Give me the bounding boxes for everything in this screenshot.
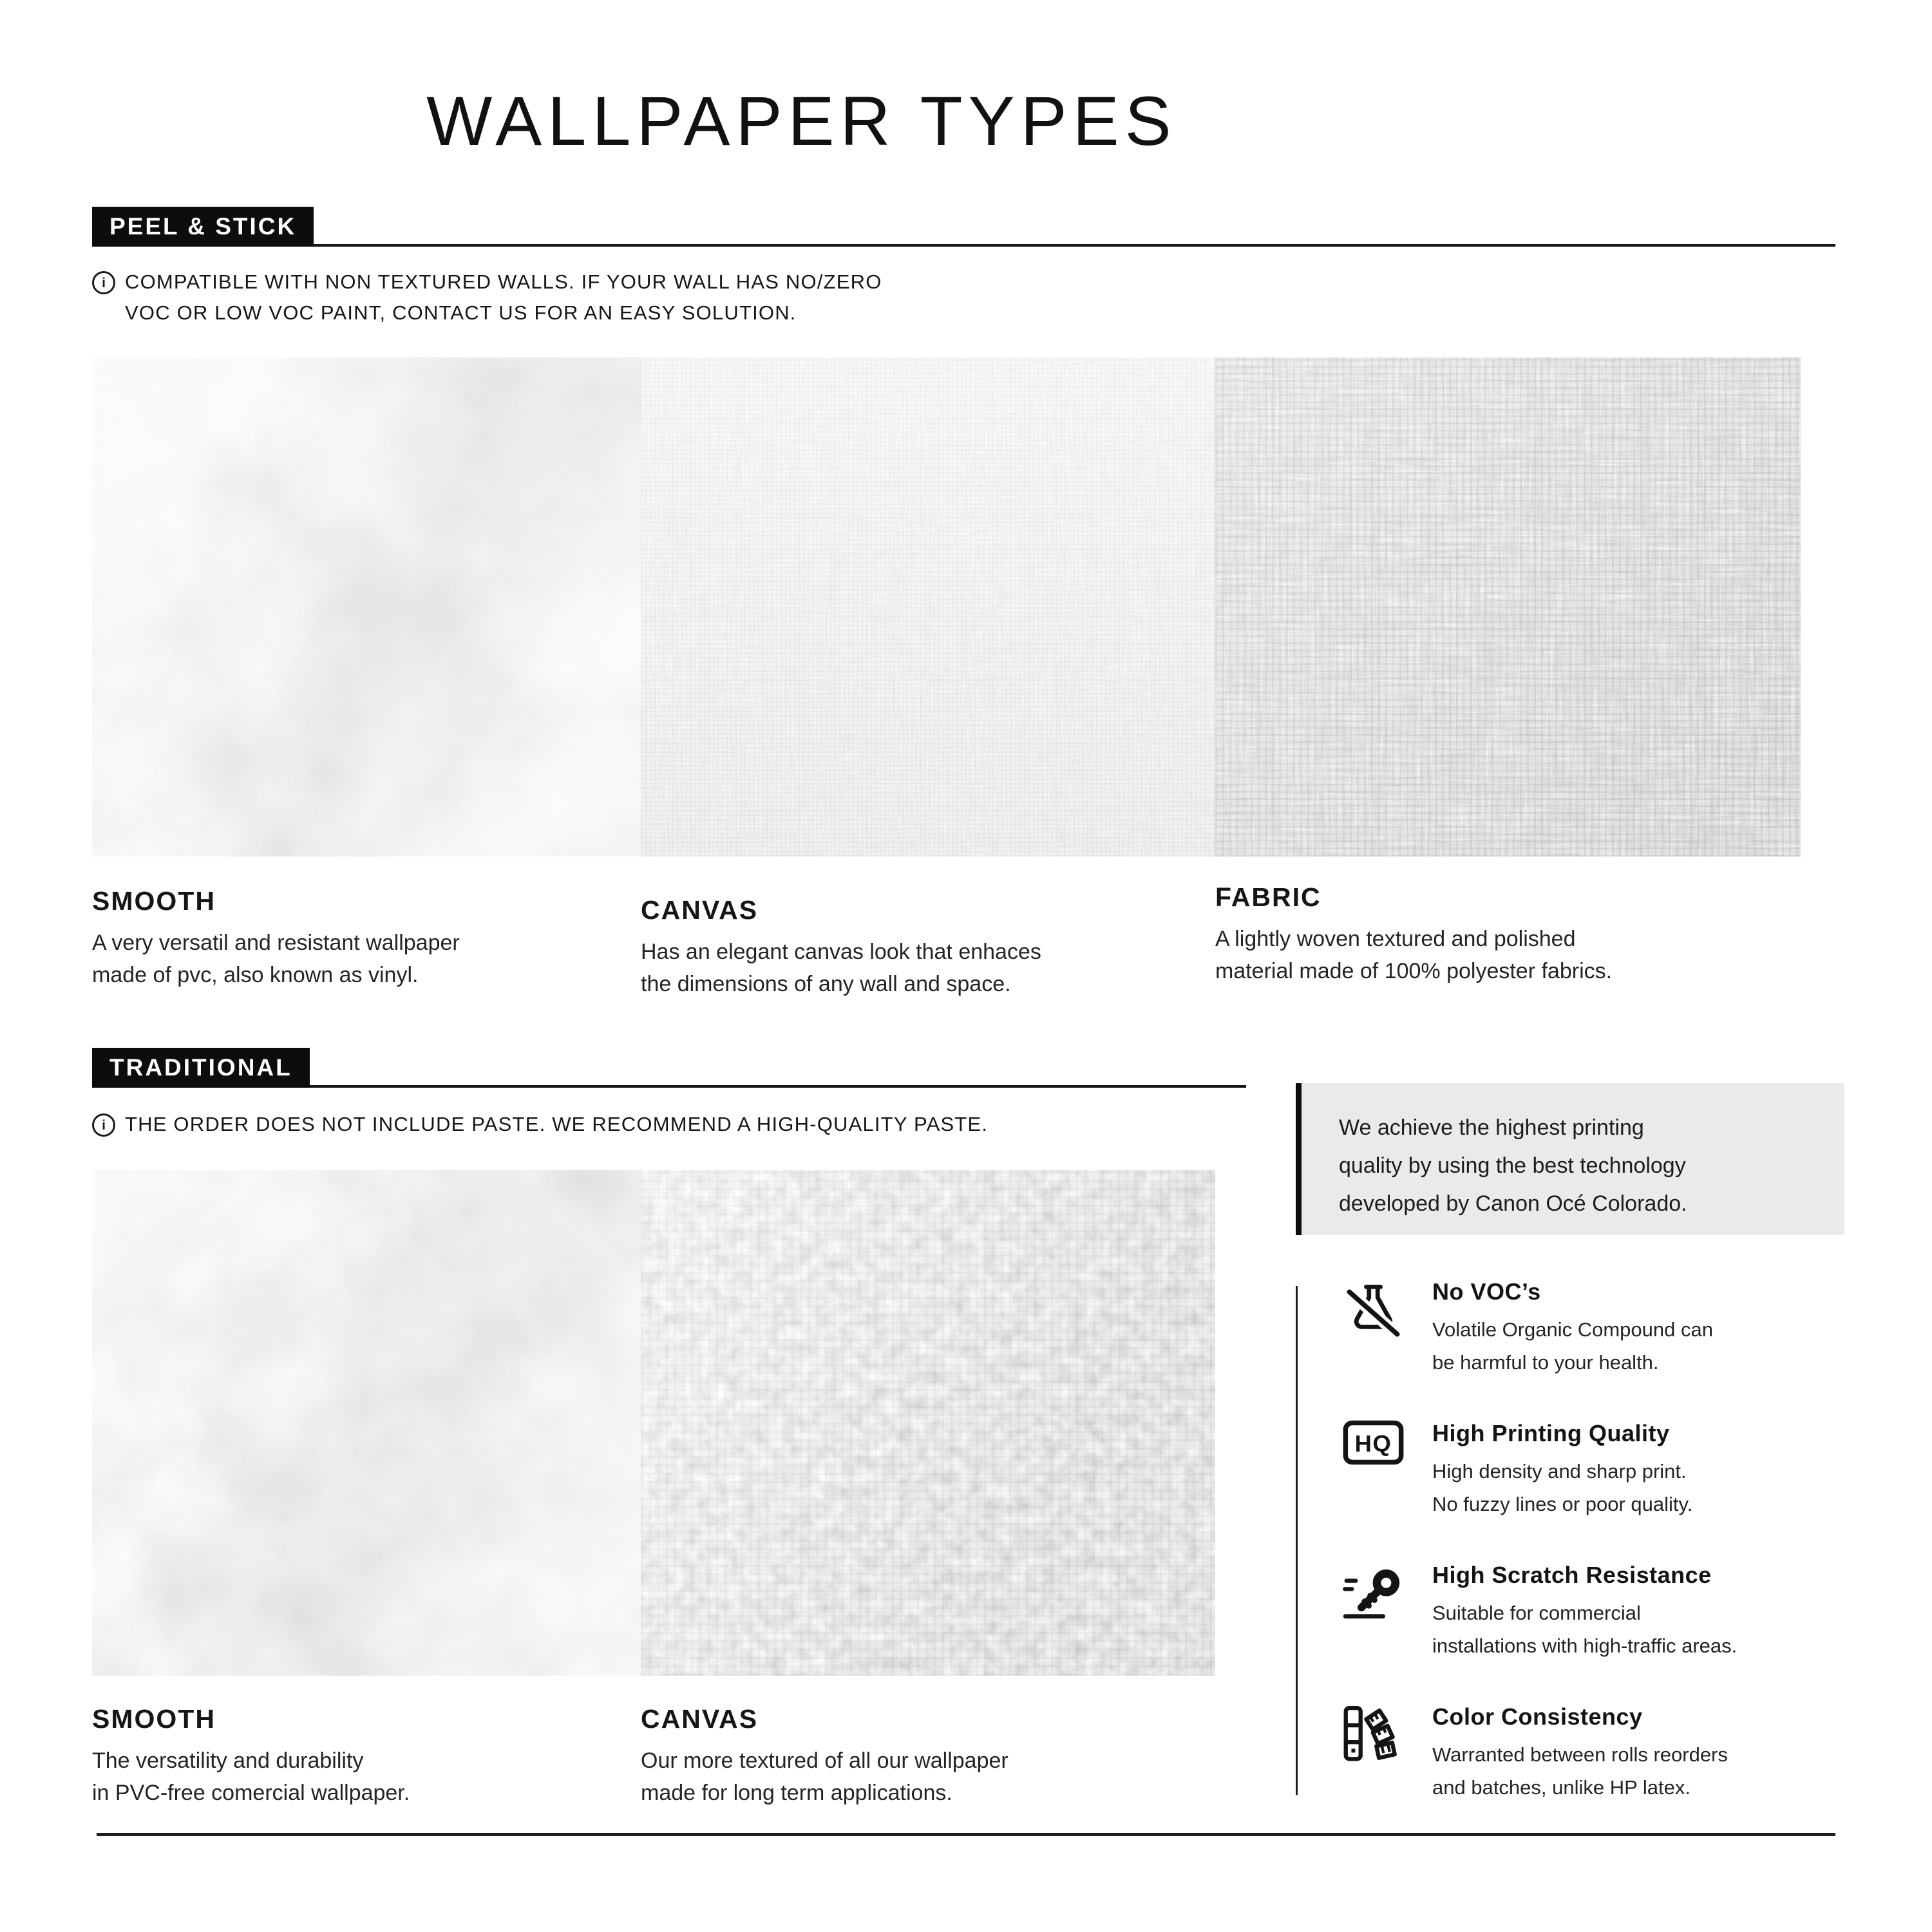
swatch-row-peel-stick — [92, 357, 1801, 1000]
info-glyph: i — [102, 1117, 106, 1133]
feature-high-printing-quality — [1296, 1420, 1844, 1520]
feature-no-voc — [1296, 1278, 1844, 1379]
swatch-card-peel-canvas — [641, 357, 1215, 1000]
swatch-caption — [1215, 882, 1801, 987]
section-label-traditional: TRADITIONAL — [92, 1048, 310, 1088]
high-quality-icon — [1341, 1420, 1405, 1520]
swatch-image-smooth — [92, 357, 641, 857]
note-line: COMPATIBLE WITH NON TEXTURED WALLS. IF YOUR WALL HAS NO/ZERO — [125, 270, 882, 293]
feature-title: High Printing Quality — [1432, 1420, 1670, 1446]
swatch-image-canvas — [641, 1170, 1215, 1676]
swatch-title: SMOOTH — [92, 1704, 216, 1734]
feature-description: Warranted between rolls reorders and batches, unlike HP latex. — [1432, 1743, 1728, 1799]
swatch-image-smooth — [92, 1170, 641, 1676]
swatch-title: CANVAS — [641, 895, 759, 925]
swatch-card-traditional-canvas — [641, 1170, 1215, 1809]
swatch-image-canvas — [641, 357, 1215, 857]
swatch-description: Has an elegant canvas look that enhaces the dimensions of any wall and space. — [641, 940, 1041, 996]
swatch-description: A lightly woven textured and polished material made of 100% polyester fabrics. — [1215, 927, 1613, 983]
printing-note-line: quality by using the best technology — [1339, 1153, 1686, 1178]
feature-title: High Scratch Resistance — [1432, 1562, 1712, 1588]
printing-note-line: developed by Canon Océ Colorado. — [1339, 1191, 1687, 1216]
feature-high-scratch-resistance — [1296, 1562, 1844, 1662]
feature-color-consistency — [1296, 1703, 1844, 1804]
feature-title: No VOC’s — [1432, 1278, 1541, 1305]
swatch-title: FABRIC — [1215, 882, 1321, 912]
swatch-card-peel-fabric — [1215, 357, 1801, 1000]
printing-quality-note — [1296, 1083, 1844, 1235]
info-icon — [92, 1113, 115, 1137]
bottom-divider-line — [97, 1833, 1835, 1836]
scratch-resistance-icon — [1341, 1562, 1405, 1662]
swatch-caption — [92, 886, 641, 991]
note-peel-stick — [92, 267, 882, 328]
info-glyph: i — [102, 275, 106, 290]
swatch-caption — [641, 1704, 1215, 1809]
section-header-peel-stick — [92, 207, 1835, 247]
features-list — [1296, 1278, 1844, 1845]
feature-description: High density and sharp print. No fuzzy lines or poor quality. — [1432, 1460, 1693, 1515]
section-header-traditional — [92, 1048, 1246, 1088]
feature-description: Volatile Organic Compound can be harmful to your health. — [1432, 1318, 1713, 1374]
swatch-description: Our more textured of all our wallpaper made for long term applications. — [641, 1748, 1009, 1805]
note-line: THE ORDER DOES NOT INCLUDE PASTE. WE RECOMMEND A HIGH-QUALITY PASTE. — [125, 1113, 989, 1135]
feature-title: Color Consistency — [1432, 1703, 1643, 1730]
color-consistency-icon — [1341, 1703, 1405, 1804]
swatch-caption — [641, 895, 1215, 1000]
swatch-title: CANVAS — [641, 1704, 759, 1734]
swatch-title: SMOOTH — [92, 886, 216, 916]
note-traditional — [92, 1109, 988, 1140]
features-divider-line — [1296, 1286, 1298, 1795]
section-divider-peel-stick — [92, 244, 1835, 247]
no-voc-icon — [1341, 1278, 1405, 1379]
note-text — [125, 267, 882, 328]
swatch-image-fabric — [1215, 357, 1801, 857]
swatch-description: The versatility and durability in PVC-free comercial wallpaper. — [92, 1748, 410, 1805]
swatch-card-traditional-smooth — [92, 1170, 641, 1809]
hq-icon-text: HQ — [1354, 1430, 1392, 1457]
page-title: WALLPAPER TYPES — [426, 82, 1177, 160]
printing-note-line: We achieve the highest printing — [1339, 1115, 1644, 1140]
swatch-row-traditional — [92, 1170, 1215, 1809]
swatch-card-peel-smooth — [92, 357, 641, 1000]
swatch-caption — [92, 1704, 641, 1809]
section-label-peel-stick: PEEL & STICK — [92, 207, 314, 247]
note-text — [125, 1109, 988, 1140]
info-icon — [92, 271, 115, 294]
swatch-description: A very versatil and resistant wallpaper made of pvc, also known as vinyl. — [92, 931, 460, 987]
note-line: VOC OR LOW VOC PAINT, CONTACT US FOR AN EASY SOLUTION. — [125, 301, 797, 324]
feature-description: Suitable for commercial installations with high-traffic areas. — [1432, 1602, 1738, 1657]
